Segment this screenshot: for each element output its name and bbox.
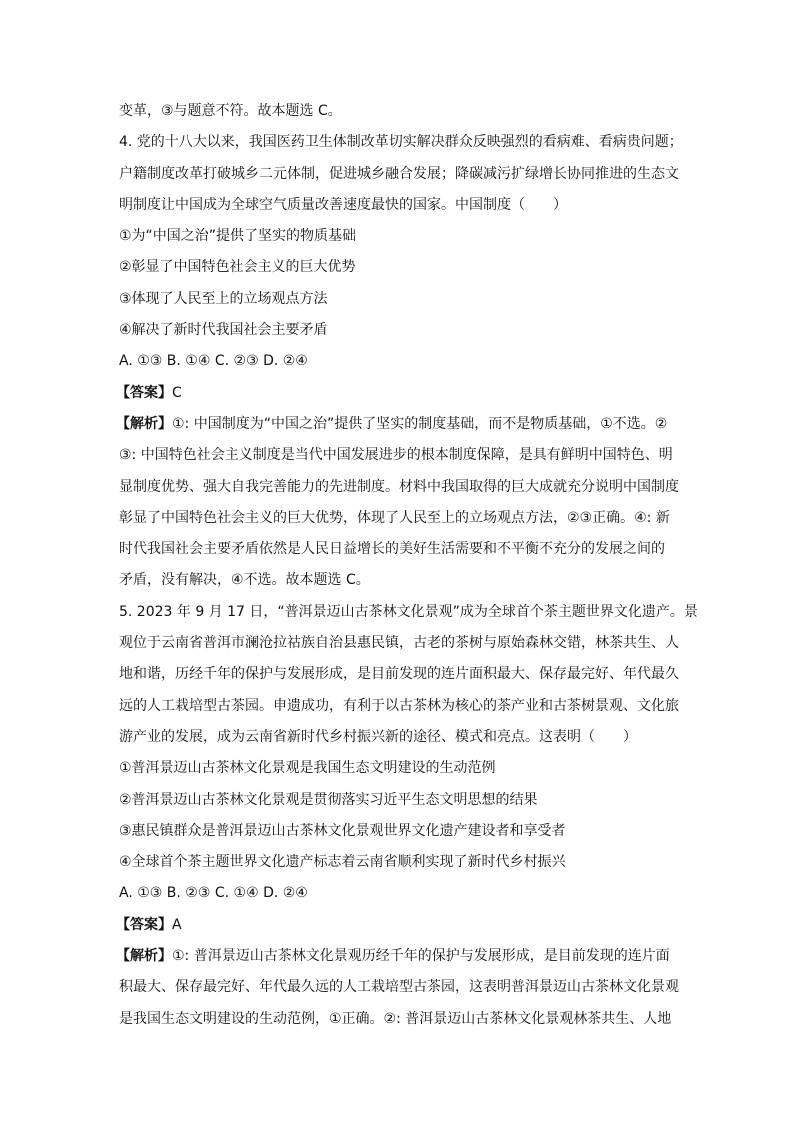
- question-4: [116, 127, 683, 596]
- q4-analysis-line: 显制度优势、强大自我完善能力的先进制度。材料中我国取得的巨大成就充分说明中国制度: [119, 478, 679, 495]
- q5-option-4: ④全球首个茶主题世界文化遗产标志着云南省顺利实现了新时代乡村振兴: [119, 854, 566, 871]
- answer-label: 【答案】: [116, 384, 172, 401]
- q4-analysis-line: 时代我国社会主要矛盾依然是人民日益增长的美好生活需要和不平衡不充分的发展之间的: [119, 541, 665, 558]
- question-5: [116, 597, 698, 1035]
- q4-option-4: ④解决了新时代我国社会主要矛盾: [119, 322, 328, 339]
- q4-analysis-line: ③: 中国特色社会主义制度是当代中国发展进步的根本制度保障，是具有鲜明中国特色、明: [119, 447, 673, 464]
- analysis-label: 【解析】: [116, 948, 172, 965]
- q4-option-1: ①为“中国之治”提供了坚实的物质基础: [119, 228, 357, 245]
- q5-option-2: ②普洱景迈山古茶林文化景观是贯彻落实习近平生态文明思想的结果: [119, 791, 538, 808]
- analysis-text: ①: 普洱景迈山古茶林文化景观历经千年的保护与发展形成，是目前发现的连片面: [172, 948, 670, 965]
- q5-stem-line: 观位于云南省普洱市澜沧拉祜族自治县惠民镇，古老的茶树与原始森林交错，林茶共生、人: [119, 635, 679, 652]
- q4-option-2: ②彰显了中国特色社会主义的巨大优势: [119, 259, 356, 276]
- q5-stem-line: 游产业的发展，成为云南省新时代乡村振兴新的途径、模式和亮点。这表明（ ）: [119, 728, 637, 745]
- q5-option-1: ①普洱景迈山古茶林文化景观是我国生态文明建设的生动范例: [119, 760, 496, 777]
- q4-stem-line: 户籍制度改革打破城乡二元体制，促进城乡融合发展；降碳减污扩绿增长协同推进的生态文: [119, 165, 679, 182]
- answer-value: A: [172, 916, 182, 933]
- q4-stem-line: 4. 党的十八大以来，我国医药卫生体制改革切实解决群众反映强烈的看病难、看病贵问题；: [119, 134, 683, 151]
- q5-stem-line: 5. 2023 年 9 月 17 日，“普洱景迈山古茶林文化景观”成为全球首个茶主题世界文化遗产。景: [119, 603, 698, 620]
- q5-stem-line: 地和谐，历经千年的保护与发展形成，是目前发现的连片面积最大、保存最完好、年代最久: [119, 666, 679, 683]
- q4-stem-line: 明制度让中国成为全球空气质量改善速度最快的国家。中国制度（ ）: [119, 196, 567, 213]
- q4-analysis-line: 矛盾，没有解决，④不选。故本题选 C。: [119, 572, 370, 589]
- q5-choices: A. ①③ B. ②③ C. ①④ D. ②④: [119, 885, 308, 902]
- previous-question-tail: 变革，③与题意不符。故本题选 C。: [119, 103, 342, 119]
- q4-choices: A. ①③ B. ①④ C. ②③ D. ②④: [119, 353, 308, 370]
- q4-analysis-line: [116, 409, 679, 440]
- q5-stem-line: 远的人工栽培型古茶园。申遗成功，有利于以古茶林为核心的茶产业和古茶树景观、文化旅: [119, 697, 679, 714]
- q5-analysis-line: 积最大、保存最完好、年代最久远的人工栽培型古茶园，这表明普洱景迈山古茶林文化景观: [119, 979, 679, 996]
- analysis-text: ①: 中国制度为“中国之治”提供了坚实的制度基础，而不是物质基础，①不选。②: [172, 415, 668, 432]
- q5-analysis-line: [116, 941, 679, 972]
- q5-option-3: ③惠民镇群众是普洱景迈山古茶林文化景观世界文化遗产建设者和享受者: [119, 822, 566, 839]
- q5-answer: [116, 910, 679, 941]
- answer-value: C: [172, 384, 182, 401]
- q5-analysis-line: 是我国生态文明建设的生动范例，①正确。②: 普洱景迈山古茶林文化景观林茶共生、人地: [119, 1010, 672, 1027]
- q4-analysis-line: 彰显了中国特色社会主义的巨大优势，体现了人民至上的立场观点方法，②③正确。④: 新: [119, 509, 670, 526]
- q4-answer: [116, 378, 679, 409]
- document-page: [116, 96, 698, 1035]
- answer-label: 【答案】: [116, 916, 172, 933]
- q4-option-3: ③体现了人民至上的立场观点方法: [119, 290, 328, 307]
- analysis-label: 【解析】: [116, 415, 172, 432]
